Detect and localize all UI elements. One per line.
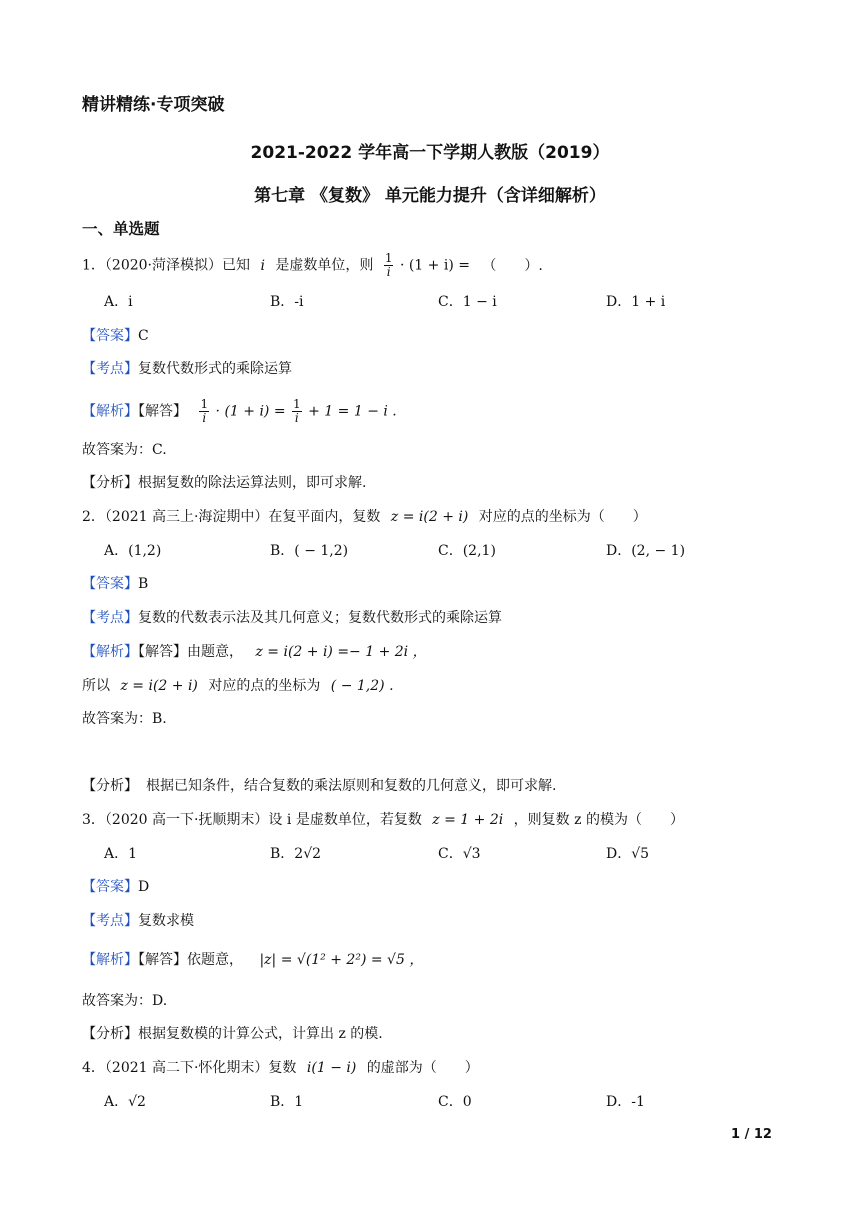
q1-option-c: C．1 − i: [438, 294, 497, 310]
q2-analysis: 【分析】 根据已知条件，结合复数的乘法原则和复数的几何意义，即可求解.: [82, 778, 557, 794]
q3-conclusion: 故答案为：D.: [82, 993, 168, 1009]
question-2-stem: 2．（2021 高三上·海淀期中）在复平面内，复数 z = i(2 + i) 对应的点的坐标为（ ）: [82, 509, 647, 525]
q2-option-a: A．(1,2): [104, 543, 162, 559]
q3-point: 【考点】复数求模: [82, 913, 194, 929]
q3-option-c: C．√3: [438, 846, 481, 862]
q2-conclusion: 故答案为：B.: [82, 711, 167, 727]
q3-answer: 【答案】D: [82, 879, 150, 895]
q2-answer: 【答案】B: [82, 576, 149, 592]
q2-solution-line2: 所以 z = i(2 + i) 对应的点的坐标为 ( − 1,2) .: [82, 678, 394, 694]
fraction: $\frac{1}{i}$: [384, 251, 393, 279]
q2-option-b: B．( − 1,2): [270, 543, 349, 559]
q3-option-d: D．√5: [606, 846, 650, 862]
question-3-stem: 3．（2020 高一下·抚顺期末）设 i 是虚数单位，若复数 z = 1 + 2i ，则复数 z 的模为（ ）: [82, 812, 684, 828]
question-1-stem: 1．（2020·菏泽模拟）已知 i 是虚数单位，则 $\frac{1}{i}$ · (1 + i) = （ ）.: [82, 251, 543, 279]
q1-point: 【考点】复数代数形式的乘除运算: [82, 361, 292, 377]
q1-conclusion: 故答案为：C.: [82, 442, 167, 458]
q2-option-d: D．(2, − 1): [606, 543, 686, 559]
q2-option-c: C．(2,1): [438, 543, 496, 559]
q1-option-a: A．i: [104, 294, 133, 310]
q3-analysis: 【分析】根据复数模的计算公式，计算出 z 的模.: [82, 1026, 383, 1042]
q4-option-d: D．-1: [606, 1094, 645, 1110]
document-title: 2021-2022 学年高一下学期人教版（2019）: [250, 143, 610, 163]
question-4-stem: 4．（2021 高二下·怀化期末）复数 i(1 − i) 的虚部为（ ）: [82, 1060, 479, 1076]
brand-header: 精讲精练·专项突破: [82, 95, 225, 115]
chapter-title: 第七章 《复数》 单元能力提升（含详细解析）: [254, 186, 606, 206]
page-number: 1 / 12: [731, 1127, 772, 1142]
q3-option-a: A．1: [104, 846, 138, 862]
q3-solution: 【解析】【解答】依题意， |z| = √(1² + 2²) = √5 ，: [82, 952, 424, 968]
q3-option-b: B．2√2: [270, 846, 322, 862]
q1-option-b: B．-i: [270, 294, 304, 310]
q4-option-b: B．1: [270, 1094, 304, 1110]
q4-option-a: A．√2: [104, 1094, 146, 1110]
q1-solution: 【解析】【解答】 $\frac{1}{i}$ · (1 + i) = $\frac{1}{i}$ + 1 = 1 − i .: [82, 397, 397, 425]
section-title: 一、单选题: [82, 220, 160, 238]
q1-answer: 【答案】C: [82, 328, 149, 344]
q1-option-d: D．1 + i: [606, 294, 666, 310]
q1-analysis: 【分析】根据复数的除法运算法则，即可求解.: [82, 475, 367, 491]
q2-point: 【考点】复数的代数表示法及其几何意义；复数代数形式的乘除运算: [82, 610, 502, 626]
q2-solution: 【解析】【解答】由题意， z = i(2 + i) =− 1 + 2i ，: [82, 644, 427, 660]
q4-option-c: C．0: [438, 1094, 472, 1110]
